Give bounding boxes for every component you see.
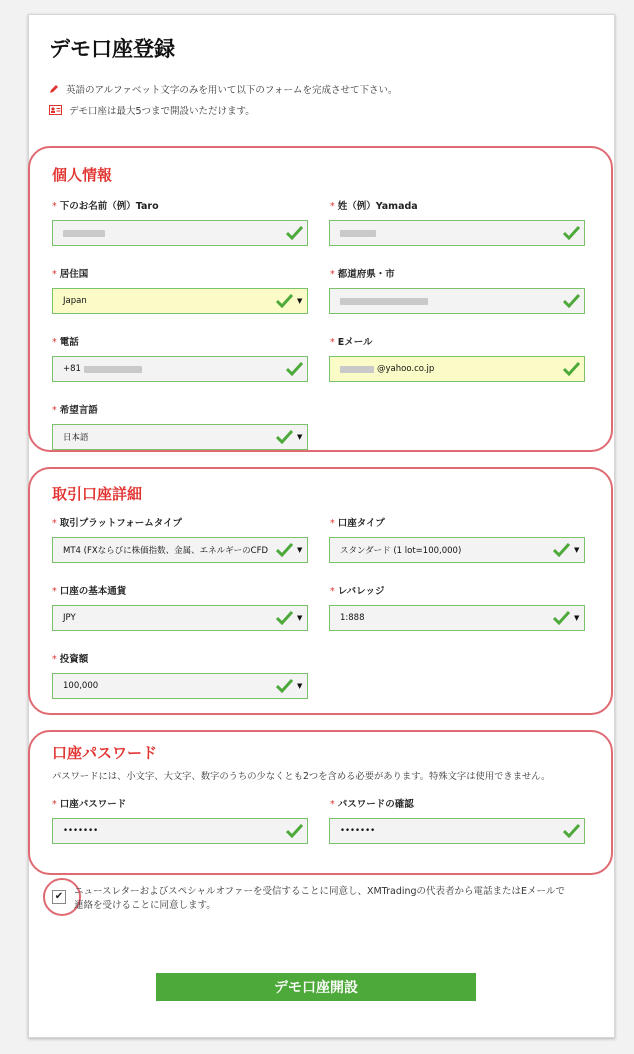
consent-checkbox[interactable]: ✔ xyxy=(52,890,66,904)
caret-down-icon: ▼ xyxy=(574,546,580,554)
language-label: * 希望言語 xyxy=(52,405,98,416)
currency-select[interactable]: JPY xyxy=(52,605,308,631)
personal-info-heading: 個人情報 xyxy=(52,166,113,184)
investment-label: * 投資額 xyxy=(52,654,89,665)
last-name-field[interactable] xyxy=(329,220,585,246)
last-name-label: * 姓（例）Yamada xyxy=(330,201,418,212)
password-label: * 口座パスワード xyxy=(52,799,127,810)
phone-field[interactable]: +81 xyxy=(52,356,308,382)
limit-note xyxy=(49,103,255,117)
trading-account-section xyxy=(28,467,613,715)
page-title: デモ口座登録 xyxy=(49,37,175,61)
check-icon xyxy=(286,362,303,376)
language-select[interactable]: 日本語 xyxy=(52,424,308,450)
check-icon xyxy=(276,294,293,308)
personal-info-section xyxy=(28,146,613,452)
currency-label: * 口座の基本通貨 xyxy=(52,586,127,597)
check-icon xyxy=(276,430,293,444)
leverage-label: * レバレッジ xyxy=(330,586,385,597)
caret-down-icon: ▼ xyxy=(574,614,580,622)
password-hint: パスワードには、小文字、大文字、数字のうちの少なくとも2つを含める必要があります。特殊文字は使用できません。 xyxy=(52,771,551,782)
email-label: * Eメール xyxy=(330,337,373,348)
caret-down-icon: ▼ xyxy=(297,614,303,622)
caret-down-icon: ▼ xyxy=(297,297,303,305)
prefecture-label: * 都道府県・市 xyxy=(330,269,395,280)
consent-text: ニュースレターおよびスペシャルオファーを受信することに同意し、XMTradingの代表者から電話またはEメールで連絡を受けることに同意します。 xyxy=(74,886,565,911)
caret-down-icon: ▼ xyxy=(297,546,303,554)
pencil-icon xyxy=(49,84,59,94)
check-icon xyxy=(286,226,303,240)
open-demo-account-button[interactable]: デモ口座開設 xyxy=(156,973,476,1001)
check-icon xyxy=(276,611,293,625)
consent-checkbox-wrap xyxy=(49,887,71,909)
instruction-note xyxy=(49,82,397,96)
check-icon xyxy=(553,611,570,625)
platform-select[interactable]: MT4 (FXならびに株価指数、金属、エネルギーのCFD xyxy=(52,537,308,563)
email-field[interactable]: @yahoo.co.jp xyxy=(329,356,585,382)
first-name-label: * 下のお名前（例）Taro xyxy=(52,201,159,212)
instruction-text: 英語のアルファベット文字のみを用いて以下のフォームを完成させて下さい。 xyxy=(66,85,398,96)
account-type-select[interactable]: スタンダード (1 lot=100,000) xyxy=(329,537,585,563)
account-type-label: * 口座タイプ xyxy=(330,518,385,529)
caret-down-icon: ▼ xyxy=(297,682,303,690)
check-icon xyxy=(553,543,570,557)
password-heading: 口座パスワード xyxy=(52,744,158,762)
trading-account-heading: 取引口座詳細 xyxy=(52,485,143,503)
check-icon xyxy=(276,679,293,693)
investment-select[interactable]: 100,000 xyxy=(52,673,308,699)
platform-label: * 取引プラットフォームタイプ xyxy=(52,518,182,529)
leverage-select[interactable]: 1:888 xyxy=(329,605,585,631)
check-icon xyxy=(563,226,580,240)
check-icon xyxy=(563,294,580,308)
id-card-icon xyxy=(49,105,62,115)
country-label: * 居住国 xyxy=(52,269,89,280)
password-section xyxy=(28,730,613,875)
prefecture-field[interactable] xyxy=(329,288,585,314)
check-icon xyxy=(563,824,580,838)
check-icon xyxy=(563,362,580,376)
password-field[interactable]: ••••••• xyxy=(52,818,308,844)
check-icon xyxy=(286,824,303,838)
registration-card xyxy=(28,14,615,1038)
phone-label: * 電話 xyxy=(52,337,79,348)
password-confirm-field[interactable]: ••••••• xyxy=(329,818,585,844)
check-icon xyxy=(276,543,293,557)
country-select[interactable]: Japan xyxy=(52,288,308,314)
caret-down-icon: ▼ xyxy=(297,433,303,441)
limit-text: デモ口座は最大5つまで開設いただけます。 xyxy=(69,106,255,117)
password-confirm-label: * パスワードの確認 xyxy=(330,799,414,810)
first-name-field[interactable] xyxy=(52,220,308,246)
